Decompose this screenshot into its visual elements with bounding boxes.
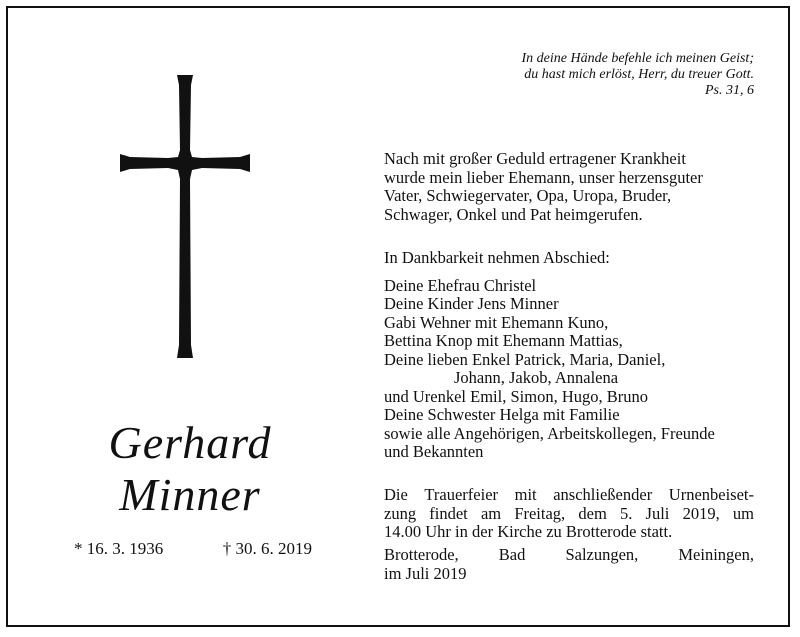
- mourner-line: und Urenkel Emil, Simon, Hugo, Bruno: [384, 386, 648, 406]
- word: Freitag,: [514, 503, 566, 523]
- mourner-line: Deine Kinder Jens Minner: [384, 294, 559, 313]
- word: 2019,: [682, 503, 720, 523]
- announcement-line: wurde mein lieber Ehemann, unser herzensguter: [384, 167, 703, 187]
- word: mit: [514, 485, 537, 504]
- announcement-line: Nach mit großer Geduld ertragener Krankheit: [384, 149, 686, 168]
- word: Juli: [645, 503, 670, 523]
- word: dem: [578, 503, 607, 523]
- mourner-line: und Bekannten: [384, 442, 484, 461]
- announcement-line: Schwager, Onkel und Pat heimgerufen.: [384, 204, 643, 224]
- deceased-first-name: Gerhard: [108, 417, 272, 468]
- word: am: [480, 503, 502, 523]
- word: Trauerfeier: [424, 485, 499, 504]
- mourners-list: [384, 249, 754, 462]
- word: Meiningen,: [678, 545, 754, 564]
- word: zung: [384, 503, 417, 523]
- birth-date: * 16. 3. 1936: [74, 539, 164, 558]
- mourner-line: Deine Ehefrau Christel: [384, 275, 537, 295]
- place-line-2: im Juli 2019: [384, 563, 467, 583]
- word: Urnenbeiset-: [668, 485, 754, 504]
- word: Bad: [498, 545, 526, 564]
- announcement-line: Vater, Schwiegervater, Opa, Uropa, Bruder,: [384, 186, 672, 205]
- place-line-1: [384, 546, 754, 565]
- word: Die: [384, 485, 408, 504]
- mourner-line: Gabi Wehner mit Ehemann Kuno,: [384, 312, 609, 332]
- mourner-line: Deine Schwester Helga mit Familie: [384, 405, 620, 424]
- service-line-1: [384, 486, 754, 505]
- death-date: † 30. 6. 2019: [222, 539, 312, 558]
- deceased-last-name: Minner: [119, 469, 261, 520]
- verse-line-2: du hast mich erlöst, Herr, du treuer Gott.: [524, 67, 754, 82]
- service-info: [384, 486, 754, 542]
- mourner-line: Johann, Jakob, Annalena: [454, 368, 619, 387]
- word: Salzungen,: [565, 545, 639, 564]
- word: um: [732, 503, 754, 523]
- verse-line-1: In deine Hände befehle ich meinen Geist;: [521, 51, 754, 66]
- mourner-line: sowie alle Angehörigen, Arbeitskollegen, Freunde: [384, 423, 715, 443]
- mourner-line: Bettina Knop mit Ehemann Mattias,: [384, 331, 623, 350]
- word: anschließender: [553, 485, 653, 504]
- bible-verse: [522, 51, 754, 99]
- word: 5.: [619, 503, 633, 523]
- mourners-intro: In Dankbarkeit nehmen Abschied:: [384, 248, 610, 267]
- mourner-line: Deine lieben Enkel Patrick, Maria, Daniel,: [384, 349, 666, 369]
- service-line-3: 14.00 Uhr in der Kirche zu Brotterode statt.: [384, 522, 673, 541]
- cross-icon: [118, 75, 252, 358]
- verse-reference: Ps. 31, 6: [705, 83, 754, 98]
- word: Brotterode,: [384, 545, 459, 564]
- word: findet: [429, 503, 468, 523]
- announcement-paragraph: [384, 150, 754, 224]
- place-date: [384, 546, 754, 583]
- service-line-2: [384, 505, 754, 524]
